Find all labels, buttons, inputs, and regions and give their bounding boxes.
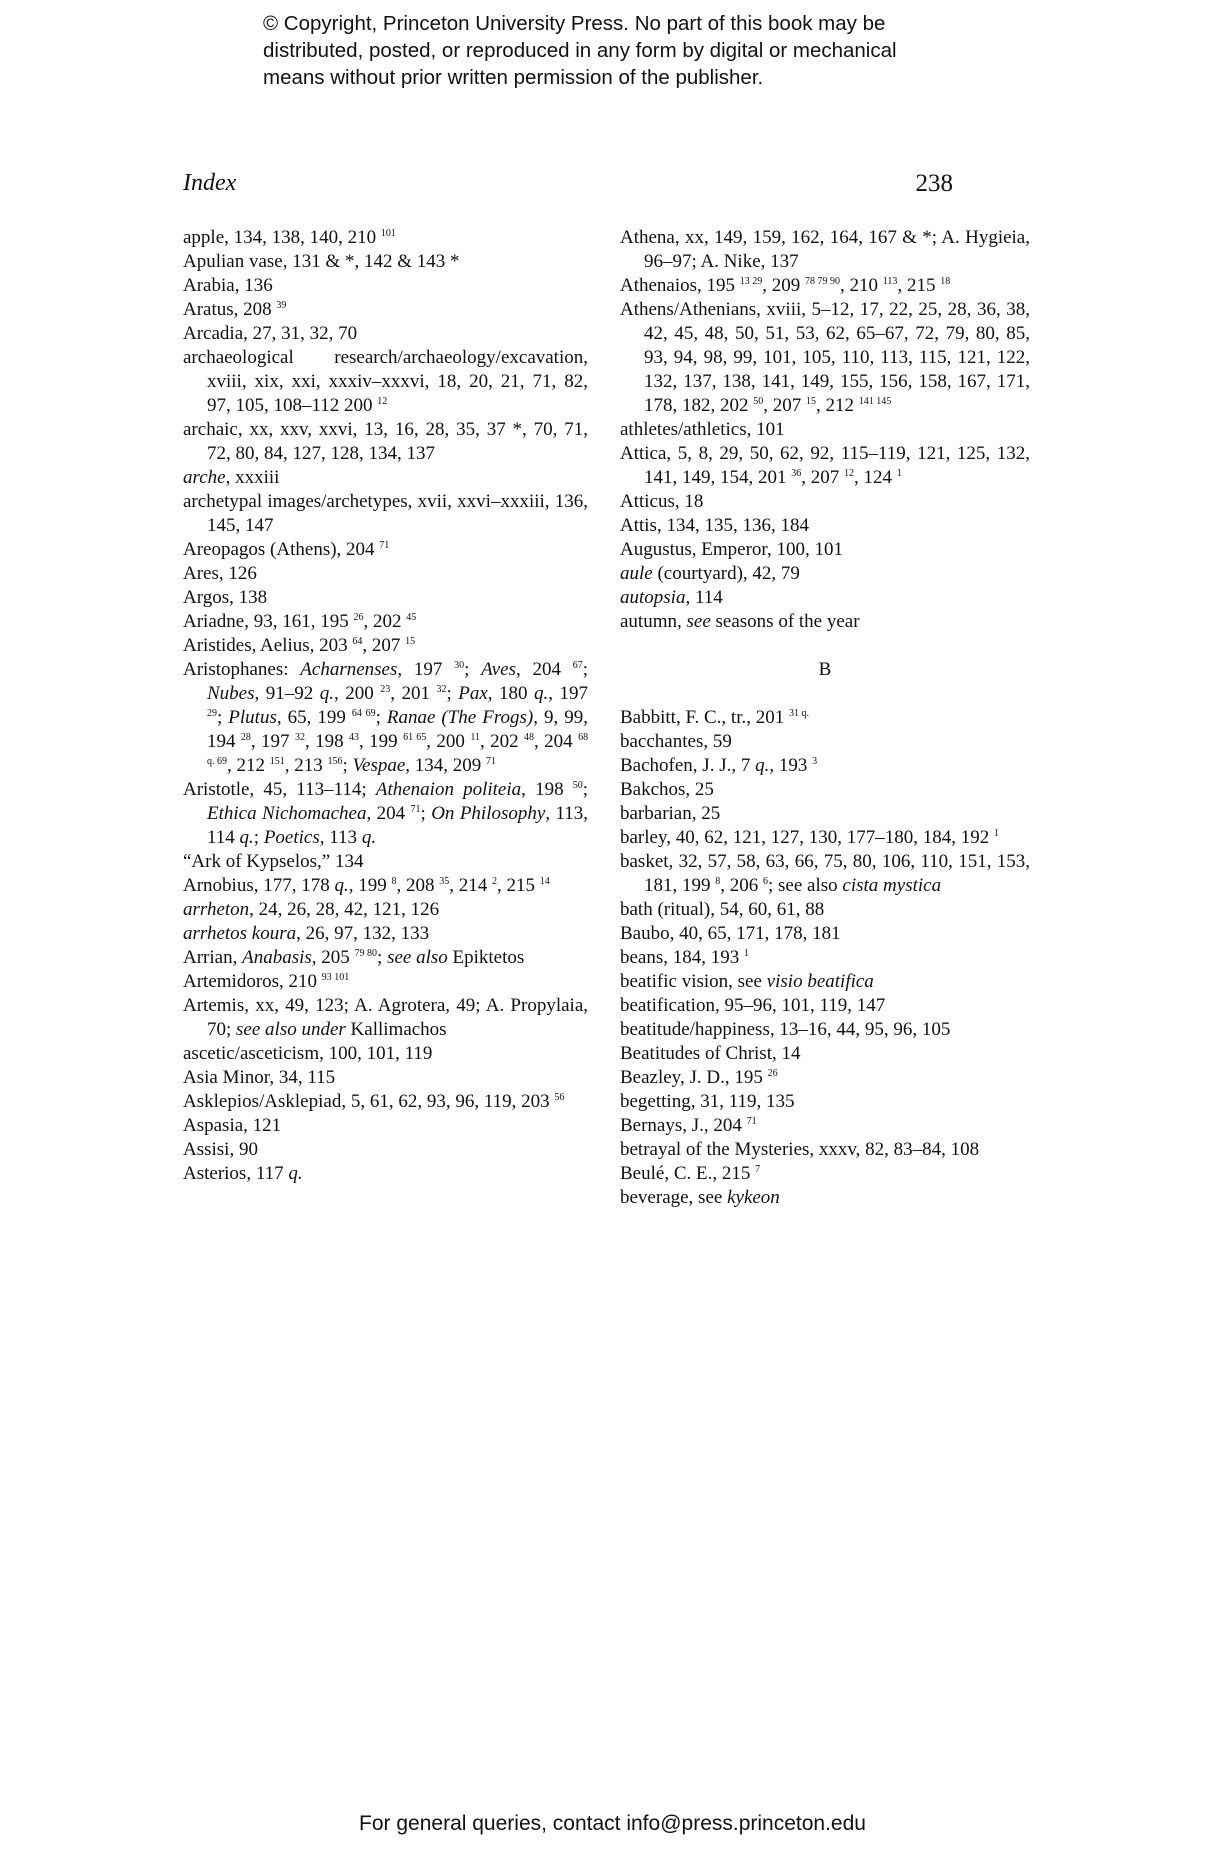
entry-text: 3 — [812, 756, 818, 767]
entry-text: Aves — [481, 659, 516, 680]
index-entry — [183, 658, 588, 778]
entry-text: 71 — [410, 804, 421, 815]
index-entry — [620, 706, 1030, 730]
entry-text: q. — [288, 1163, 303, 1184]
entry-text: seasons of the year — [710, 611, 860, 632]
entry-text: 93 101 — [321, 972, 350, 983]
entry-text: Athena, xx, 149, 159, 162, 164, 167 & *; A. Hygieia, 96–97; A. Nike, 137 — [620, 227, 1030, 272]
entry-text: ; — [446, 683, 459, 704]
entry-text: , 215 — [897, 275, 941, 296]
entry-text: , 212 — [227, 755, 270, 776]
entry-text: , 197 — [250, 731, 295, 752]
entry-text: , 198 — [521, 779, 573, 800]
entry-text: , 91–92 — [254, 683, 320, 704]
entry-text: arrhetos koura — [183, 923, 297, 944]
index-entry — [620, 898, 1030, 922]
entry-text: Epiktetos — [447, 947, 525, 968]
entry-text: 68 q. 69 — [207, 732, 589, 767]
entry-text: 61 65 — [403, 732, 427, 743]
index-entry — [620, 274, 1030, 298]
index-entry — [620, 922, 1030, 946]
index-entries-right-a — [620, 226, 1030, 634]
page-title: Index — [183, 170, 237, 196]
index-entry — [620, 226, 1030, 274]
entry-text: see also — [387, 947, 448, 968]
entry-text: 50 — [572, 780, 583, 791]
index-entry — [620, 562, 1030, 586]
index-entry — [183, 250, 588, 274]
index-column-left — [183, 226, 588, 1186]
entry-text: 71 — [746, 1116, 757, 1127]
index-entry — [183, 946, 588, 970]
entry-text: 18 — [940, 276, 951, 287]
entry-text: , 207 — [763, 395, 806, 416]
entry-text: On Philosophy — [431, 803, 546, 824]
index-entry — [620, 586, 1030, 610]
entry-text: ; — [253, 827, 264, 848]
entry-text: Athenaion politeia — [375, 779, 522, 800]
copyright-line: distributed, posted, or reproduced in any form by digital or mechanical — [263, 39, 897, 62]
entry-text: q. — [755, 755, 770, 776]
entry-text: 26 — [353, 612, 364, 623]
entry-text: Aspasia, 121 — [183, 1115, 282, 1136]
index-entry — [620, 538, 1030, 562]
index-entry — [620, 298, 1030, 418]
index-entry — [620, 418, 1030, 442]
entry-text: , 24, 26, 28, 42, 121, 126 — [249, 899, 440, 920]
entry-text: , 204 — [516, 659, 573, 680]
index-entry — [183, 970, 588, 994]
entry-text: , 210 — [840, 275, 883, 296]
entry-text: 39 — [276, 300, 287, 311]
entry-text: q. — [239, 827, 254, 848]
entry-text: Bachofen, J. J., 7 — [620, 755, 756, 776]
entry-text: , 212 — [816, 395, 859, 416]
entry-text: 6 — [763, 876, 768, 887]
index-entry — [183, 1138, 588, 1162]
index-entry — [183, 346, 588, 418]
entry-text: , 200 — [333, 683, 381, 704]
entry-text: Aristotle, 45, 113–114; — [183, 779, 376, 800]
index-entry — [183, 610, 588, 634]
entry-text: 101 — [380, 228, 396, 239]
entry-text: q. — [361, 827, 377, 848]
entry-text: visio beatifica — [766, 971, 874, 992]
entry-text: Beulé, C. E., 215 — [620, 1163, 756, 1184]
entry-text: ; — [342, 755, 353, 776]
entry-text: 32 — [294, 732, 305, 743]
entry-text: 26 — [767, 1068, 778, 1079]
entry-text: 56 — [554, 1092, 565, 1103]
section-letter: B — [818, 659, 832, 680]
entry-text: , 199 — [348, 875, 392, 896]
entry-text: Asia Minor, 34, 115 — [183, 1067, 336, 1088]
page-number: 238 — [915, 170, 953, 197]
entry-text: Kallimachos — [345, 1019, 447, 1040]
copyright-line: © Copyright, Princeton University Press. No part of this book may be — [263, 12, 886, 35]
entry-text: autopsia — [620, 587, 686, 608]
entry-text: ; — [582, 659, 589, 680]
index-entry — [620, 802, 1030, 826]
entry-text: 43 — [349, 732, 360, 743]
entry-text: 1 — [744, 948, 750, 959]
index-entry — [620, 946, 1030, 970]
entry-text: kykeon — [727, 1187, 780, 1208]
entry-text: athletes/athletics, 101 — [620, 419, 785, 440]
entry-text: “Ark of Kypselos,” 134 — [183, 851, 364, 872]
entry-text: bacchantes, 59 — [620, 731, 732, 752]
entry-text: Arabia, 136 — [183, 275, 273, 296]
entry-text: , 180 — [487, 683, 535, 704]
copyright-notice — [263, 10, 1003, 91]
entry-text: archaeological research/archaeology/excavation, xviii, xix, xxi, xxxiv–xxxvi, 18, 20, 21, 71, 82, 97, 105, 108–112 200 — [183, 347, 588, 416]
entry-text: Atticus, 18 — [620, 491, 704, 512]
entry-text: 48 — [524, 732, 535, 743]
entry-text: 64 — [352, 636, 363, 647]
entry-text: Attis, 134, 135, 136, 184 — [620, 515, 809, 536]
index-entry — [183, 874, 588, 898]
index-entry — [183, 562, 588, 586]
entry-text: Aristides, Aelius, 203 — [183, 635, 353, 656]
entry-text: Apulian vase, 131 & *, 142 & 143 * — [183, 251, 460, 272]
entry-text: ; — [420, 803, 432, 824]
entry-text: Ethica Nichomachea — [207, 803, 367, 824]
entry-text: 141 145 — [858, 396, 892, 407]
entry-text: , 26, 97, 132, 133 — [296, 923, 430, 944]
entry-text: , 201 — [390, 683, 437, 704]
entry-text: Ranae (The Frogs) — [386, 707, 534, 728]
entry-text: 71 — [486, 756, 497, 767]
entry-text: , 202 — [363, 611, 407, 632]
entry-text: , xxxiii — [225, 467, 280, 488]
entry-text: Artemidoros, 210 — [183, 971, 322, 992]
entry-text: barley, 40, 62, 121, 127, 130, 177–180, 184, 192 — [620, 827, 994, 848]
entry-text: 29 — [207, 708, 217, 719]
entry-text: 32 — [436, 684, 447, 695]
entry-text: beverage, see — [620, 1187, 728, 1208]
entry-text: , 200 — [426, 731, 471, 752]
entry-text: Aratus, 208 — [183, 299, 277, 320]
entry-text: q. — [334, 875, 349, 896]
entry-text: ascetic/asceticism, 100, 101, 119 — [183, 1043, 433, 1064]
entry-text: , 197 — [397, 659, 455, 680]
index-entries-left — [183, 226, 588, 1186]
entry-text: Beatitudes of Christ, 14 — [620, 1043, 801, 1064]
entry-text: , 202 — [479, 731, 525, 752]
entry-text: , 65, 199 — [276, 707, 352, 728]
entry-text: basket, 32, 57, 58, 63, 66, 75, 80, 106, 110, 151, 153, 181, 199 — [620, 851, 1030, 896]
index-entry — [620, 730, 1030, 754]
entry-text: ; — [582, 779, 589, 800]
entry-text: 8 — [715, 876, 721, 887]
index-entry — [183, 274, 588, 298]
index-entry — [183, 298, 588, 322]
entry-text: q. — [534, 683, 549, 704]
entry-text: 64 69 — [351, 708, 376, 719]
entry-text: Arnobius, 177, 178 — [183, 875, 335, 896]
index-entry — [620, 994, 1030, 1018]
entry-text: , 198 — [304, 731, 350, 752]
entry-text: ; see also — [768, 875, 843, 896]
entry-text: 113 — [882, 276, 898, 287]
entry-text: Nubes — [207, 683, 255, 704]
entry-text: 12 — [377, 396, 388, 407]
entry-text: ; — [375, 707, 387, 728]
entry-text: , 214 — [449, 875, 492, 896]
entry-text: , 208 — [396, 875, 440, 896]
index-entry — [620, 1138, 1030, 1162]
entry-text: , 114 — [685, 587, 723, 608]
entry-text: 45 — [406, 612, 417, 623]
index-entry — [183, 778, 588, 850]
entry-text: bath (ritual), 54, 60, 61, 88 — [620, 899, 825, 920]
entry-text: ; — [217, 707, 229, 728]
index-entry — [620, 1018, 1030, 1042]
entry-text: 14 — [539, 876, 550, 887]
entry-text: , 209 — [762, 275, 806, 296]
entry-text: 79 80 — [354, 948, 378, 959]
index-entry — [620, 850, 1030, 898]
entry-text: beatific vision, see — [620, 971, 767, 992]
index-entry — [183, 1042, 588, 1066]
entry-text: aule — [620, 563, 653, 584]
entry-text: , 124 — [854, 467, 897, 488]
entry-text: , 207 — [362, 635, 406, 656]
entry-text: Attica, 5, 8, 29, 50, 62, 92, 115–119, 121, 125, 132, 141, 149, 154, 201 — [620, 443, 1030, 488]
entry-text: apple, 134, 138, 140, 210 — [183, 227, 381, 248]
index-entry — [183, 586, 588, 610]
index-entry — [620, 442, 1030, 490]
entry-text: barbarian, 25 — [620, 803, 721, 824]
index-entry — [620, 826, 1030, 850]
entry-text: see — [686, 611, 711, 632]
entry-text: Anabasis — [242, 947, 312, 968]
entry-text: , 205 — [311, 947, 355, 968]
index-entry — [183, 226, 588, 250]
entry-text: Plutus — [228, 707, 277, 728]
entry-text: Baubo, 40, 65, 171, 178, 181 — [620, 923, 841, 944]
entry-text: 35 — [439, 876, 450, 887]
entry-text: Artemis, xx, 49, 123; A. Agrotera, 49; A. Propylaia, 70; — [183, 995, 588, 1040]
entry-text: Augustus, Emperor, 100, 101 — [620, 539, 843, 560]
index-entry — [620, 610, 1030, 634]
entry-text: Bakchos, 25 — [620, 779, 714, 800]
index-entry — [183, 850, 588, 874]
index-entry — [183, 322, 588, 346]
entry-text: 1 — [994, 828, 999, 839]
entry-text: , 204 — [366, 803, 411, 824]
entry-text: (courtyard), 42, 79 — [652, 563, 800, 584]
entry-text: 12 — [844, 468, 854, 479]
index-entry — [620, 1066, 1030, 1090]
entry-text: Assisi, 90 — [183, 1139, 258, 1160]
entry-text: Ares, 126 — [183, 563, 257, 584]
entry-text: 50 — [753, 396, 764, 407]
index-entry — [620, 778, 1030, 802]
entry-text: 2 — [491, 876, 497, 887]
entry-text: Areopagos (Athens), 204 — [183, 539, 380, 560]
entry-text: 15 — [806, 396, 816, 407]
index-entry — [183, 634, 588, 658]
entry-text: Pax — [458, 683, 488, 704]
entry-text: Acharnenses — [300, 659, 398, 680]
entry-text: begetting, 31, 119, 135 — [620, 1091, 795, 1112]
index-entry — [183, 466, 588, 490]
entry-text: , 193 — [769, 755, 813, 776]
entry-text: 71 — [379, 540, 390, 551]
entry-text: beatification, 95–96, 101, 119, 147 — [620, 995, 886, 1016]
entry-text: arche — [183, 467, 226, 488]
entry-text: Aristophanes: — [183, 659, 301, 680]
contact-footer: For general queries, contact info@press.princeton.edu — [359, 1812, 866, 1835]
index-entry — [620, 490, 1030, 514]
entry-text: Arrian, — [183, 947, 243, 968]
entry-text: Ariadne, 93, 161, 195 — [183, 611, 354, 632]
index-entry — [620, 970, 1030, 994]
entry-text: Athenaios, 195 — [620, 275, 740, 296]
entry-text: Babbitt, F. C., tr., 201 — [620, 707, 789, 728]
entry-text: beatitude/happiness, 13–16, 44, 95, 96, 105 — [620, 1019, 951, 1040]
entry-text: , 204 — [534, 731, 579, 752]
entry-text: 151 — [269, 756, 285, 767]
entry-text: , 197 — [548, 683, 589, 704]
entry-text: 8 — [391, 876, 397, 887]
index-entry — [183, 490, 588, 538]
entry-text: , 213 — [284, 755, 328, 776]
entry-text: Athens/Athenians, xviii, 5–12, 17, 22, 25, 28, 36, 38, 42, 45, 48, 50, 51, 53, 62, 65–67, 72, 79, 80, 85, 93, 94, 98, 99, 101, 105, 110, 113, 115, 121, 122, 132, 137, 138, 141, 149, 155, 156, 158, 167, 171, 178, 182, 202 — [620, 299, 1030, 416]
entry-text: q. — [319, 683, 334, 704]
copyright-line: means without prior written permission of the publisher. — [263, 66, 764, 89]
entry-text: ; — [464, 659, 482, 680]
entry-text: Asklepios/Asklepiad, 5, 61, 62, 93, 96, 119, 203 — [183, 1091, 555, 1112]
entry-text: 31 q. — [788, 708, 809, 719]
entry-text: see also under — [236, 1019, 346, 1040]
entry-text: , 113 — [319, 827, 362, 848]
entry-text: 156 — [327, 756, 343, 767]
entry-text: 1 — [896, 468, 902, 479]
index-entry — [620, 1186, 1030, 1210]
index-entry — [620, 754, 1030, 778]
index-entry — [183, 898, 588, 922]
entry-text: betrayal of the Mysteries, xxxv, 82, 83–84, 108 — [620, 1139, 980, 1160]
entry-text: , 134, 209 — [405, 755, 487, 776]
entry-text: 15 — [405, 636, 416, 647]
index-column-right — [620, 226, 1030, 1210]
entry-text: cista mystica — [842, 875, 942, 896]
index-entry — [620, 1090, 1030, 1114]
entry-text: 36 — [791, 468, 802, 479]
entry-text: , 206 — [720, 875, 763, 896]
index-entry — [620, 1162, 1030, 1186]
index-entry — [183, 538, 588, 562]
index-entry — [620, 1042, 1030, 1066]
entry-text: 11 — [470, 732, 480, 743]
entry-text: , 215 — [496, 875, 540, 896]
entry-text: Beazley, J. D., 195 — [620, 1067, 768, 1088]
entry-text: 23 — [380, 684, 391, 695]
entry-text: , 9, 99, 194 — [207, 707, 589, 752]
entry-text: autumn, — [620, 611, 687, 632]
entry-text: ; — [377, 947, 388, 968]
entry-text: , 207 — [801, 467, 844, 488]
index-entry — [183, 1114, 588, 1138]
entry-text: Arcadia, 27, 31, 32, 70 — [183, 323, 358, 344]
index-entry — [620, 1114, 1030, 1138]
index-entry — [620, 514, 1030, 538]
entry-text: arrheton — [183, 899, 250, 920]
entry-text: archetypal images/archetypes, xvii, xxvi–xxxiii, 136, 145, 147 — [183, 491, 588, 536]
index-entry — [183, 922, 588, 946]
entry-text: , 199 — [359, 731, 404, 752]
entry-text: 13 29 — [739, 276, 763, 287]
entry-text: 78 79 90 — [805, 276, 841, 287]
entry-text: 30 — [454, 660, 465, 671]
index-entry — [183, 418, 588, 466]
index-entries-right-b — [620, 706, 1030, 1210]
index-entry — [183, 1090, 588, 1114]
entry-text: Asterios, 117 — [183, 1163, 289, 1184]
entry-text: beans, 184, 193 — [620, 947, 745, 968]
index-entry — [183, 994, 588, 1042]
entry-text: 7 — [755, 1164, 761, 1175]
entry-text: , 113, 114 — [207, 803, 589, 848]
index-entry — [183, 1162, 588, 1186]
entry-text: Argos, 138 — [183, 587, 268, 608]
index-entry — [183, 1066, 588, 1090]
entry-text: Vespae — [352, 755, 406, 776]
entry-text: Poetics — [263, 827, 320, 848]
entry-text: Bernays, J., 204 — [620, 1115, 747, 1136]
entry-text: 67 — [572, 660, 583, 671]
entry-text: 28 — [240, 732, 251, 743]
entry-text: archaic, xx, xxv, xxvi, 13, 16, 28, 35, 37 *, 70, 71, 72, 80, 84, 127, 128, 134, 137 — [183, 419, 588, 464]
